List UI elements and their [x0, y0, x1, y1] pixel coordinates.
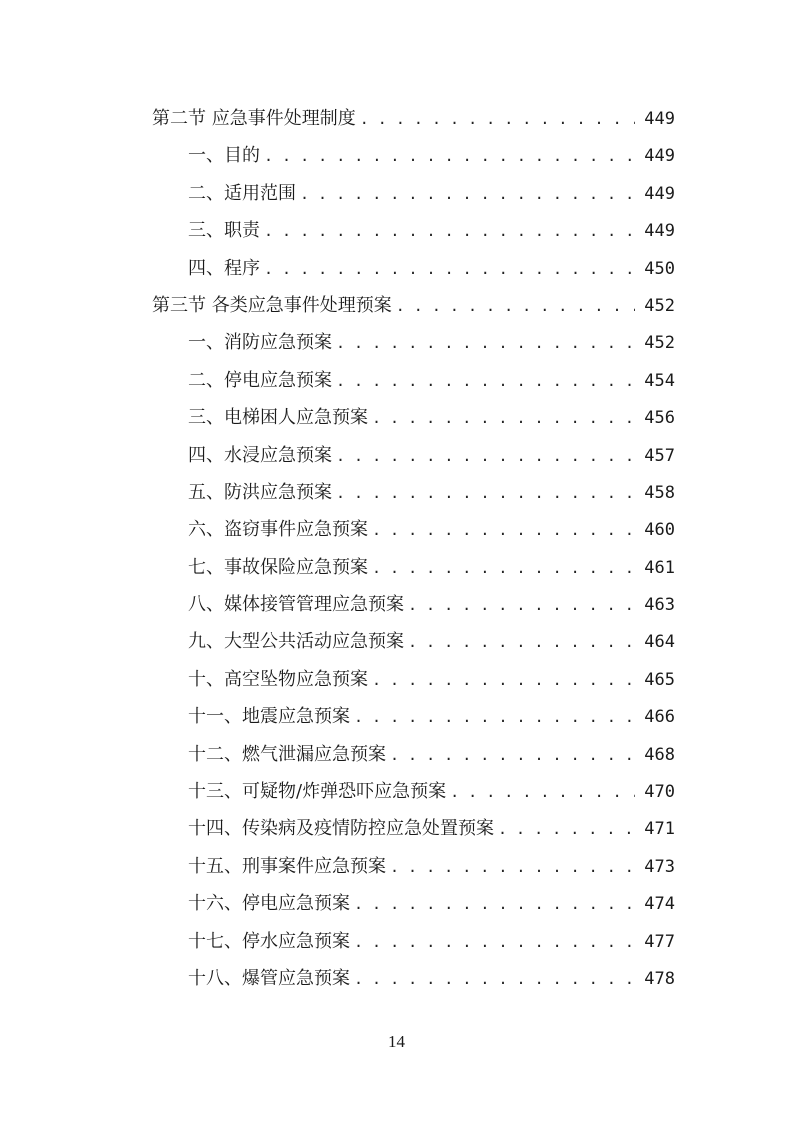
table-of-contents — [152, 100, 675, 997]
toc-dot-leader — [336, 325, 635, 362]
toc-entry-page: 456 — [644, 408, 675, 429]
toc-entry-page: 465 — [644, 669, 675, 690]
toc-entry-page: 473 — [644, 856, 675, 877]
toc-entry[interactable] — [152, 511, 675, 548]
toc-entry-page: 466 — [644, 707, 675, 728]
toc-dot-leader — [372, 400, 635, 437]
toc-entry-label: 二、适用范围 — [188, 182, 296, 204]
toc-dot-leader — [408, 587, 635, 624]
toc-dot-leader — [264, 138, 635, 175]
toc-dot-leader — [336, 475, 635, 512]
toc-entry[interactable] — [152, 623, 675, 660]
toc-entry[interactable] — [152, 848, 675, 885]
toc-dot-leader — [264, 213, 635, 250]
toc-entry-label: 一、消防应急预案 — [188, 332, 332, 354]
toc-dot-leader — [354, 924, 635, 961]
toc-dot-leader — [354, 961, 635, 998]
toc-entry[interactable] — [152, 810, 675, 847]
toc-entry-label: 三、职责 — [188, 220, 260, 242]
toc-entry-page: 454 — [644, 370, 675, 391]
toc-entry-page: 463 — [644, 595, 675, 616]
toc-section-entry[interactable] — [152, 287, 675, 324]
toc-entry-label: 九、大型公共活动应急预案 — [188, 631, 404, 653]
toc-entry[interactable] — [152, 549, 675, 586]
toc-entry-label: 十、高空坠物应急预案 — [188, 668, 368, 690]
toc-entry-page: 468 — [644, 744, 675, 765]
toc-entry-label: 四、水浸应急预案 — [188, 444, 332, 466]
toc-dot-leader — [372, 512, 635, 549]
toc-entry-label: 十二、燃气泄漏应急预案 — [188, 743, 386, 765]
toc-entry-label: 八、媒体接管管理应急预案 — [188, 594, 404, 616]
page-number: 14 — [388, 1032, 405, 1051]
toc-dot-leader — [354, 699, 635, 736]
toc-entry-label: 二、停电应急预案 — [188, 369, 332, 391]
toc-entry[interactable] — [152, 885, 675, 922]
toc-entry-page: 461 — [644, 557, 675, 578]
toc-entry[interactable] — [152, 250, 675, 287]
toc-entry[interactable] — [152, 698, 675, 735]
toc-entry-label: 十七、停水应急预案 — [188, 930, 350, 952]
toc-entry[interactable] — [152, 362, 675, 399]
toc-entry[interactable] — [152, 661, 675, 698]
toc-dot-leader — [300, 176, 635, 213]
toc-entry-label: 六、盗窃事件应急预案 — [188, 519, 368, 541]
toc-dot-leader — [450, 774, 635, 811]
toc-entry-label: 十六、停电应急预案 — [188, 893, 350, 915]
toc-dot-leader — [336, 363, 635, 400]
toc-dot-leader — [372, 550, 635, 587]
toc-entry-page: 460 — [644, 520, 675, 541]
toc-entry-page: 457 — [644, 445, 675, 466]
toc-dot-leader — [336, 438, 635, 475]
toc-entry-label: 十五、刑事案件应急预案 — [188, 855, 386, 877]
toc-entry-page: 477 — [644, 931, 675, 952]
toc-entry[interactable] — [152, 960, 675, 997]
toc-entry[interactable] — [152, 474, 675, 511]
toc-entry-page: 452 — [644, 333, 675, 354]
toc-entry[interactable] — [152, 324, 675, 361]
toc-entry-label: 十一、地震应急预案 — [188, 706, 350, 728]
toc-entry-label: 三、电梯困人应急预案 — [188, 407, 368, 429]
toc-dot-leader — [264, 251, 635, 288]
toc-entry-label: 一、目的 — [188, 145, 260, 167]
toc-entry-label: 第二节 应急事件处理制度 — [152, 108, 356, 129]
toc-dot-leader — [390, 737, 635, 774]
toc-entry-label: 十四、传染病及疫情防控应急处置预案 — [188, 818, 494, 840]
toc-section-entry[interactable] — [152, 100, 675, 137]
toc-entry-page: 458 — [644, 482, 675, 503]
toc-entry-page: 449 — [644, 183, 675, 204]
toc-dot-leader — [390, 849, 635, 886]
toc-entry-label: 第三节 各类应急事件处理预案 — [152, 294, 392, 316]
toc-entry[interactable] — [152, 736, 675, 773]
toc-entry-page: 450 — [644, 258, 675, 279]
toc-entry[interactable] — [152, 212, 675, 249]
toc-dot-leader — [498, 811, 635, 848]
toc-dot-leader — [360, 101, 635, 138]
toc-dot-leader — [396, 288, 635, 325]
toc-entry-page: 470 — [644, 782, 675, 803]
toc-entry-page: 464 — [644, 632, 675, 653]
toc-entry[interactable] — [152, 923, 675, 960]
toc-entry[interactable] — [152, 399, 675, 436]
toc-entry-page: 449 — [644, 109, 675, 129]
toc-entry[interactable] — [152, 586, 675, 623]
toc-entry-page: 471 — [644, 819, 675, 840]
toc-entry[interactable] — [152, 175, 675, 212]
toc-entry-page: 449 — [644, 221, 675, 242]
toc-dot-leader — [408, 624, 635, 661]
toc-entry-page: 478 — [644, 968, 675, 989]
toc-entry-label: 十八、爆管应急预案 — [188, 967, 350, 989]
toc-entry-label: 七、事故保险应急预案 — [188, 556, 368, 578]
toc-entry-page: 452 — [644, 295, 675, 316]
toc-entry-label: 十三、可疑物/炸弹恐吓应急预案 — [188, 781, 447, 803]
toc-dot-leader — [354, 886, 635, 923]
toc-entry[interactable] — [152, 137, 675, 174]
toc-dot-leader — [372, 662, 635, 699]
toc-entry-page: 449 — [644, 146, 675, 167]
toc-entry[interactable] — [152, 773, 675, 810]
toc-entry-label: 四、程序 — [188, 257, 260, 279]
toc-entry-label: 五、防洪应急预案 — [188, 481, 332, 503]
toc-entry[interactable] — [152, 437, 675, 474]
toc-entry-page: 474 — [644, 894, 675, 915]
